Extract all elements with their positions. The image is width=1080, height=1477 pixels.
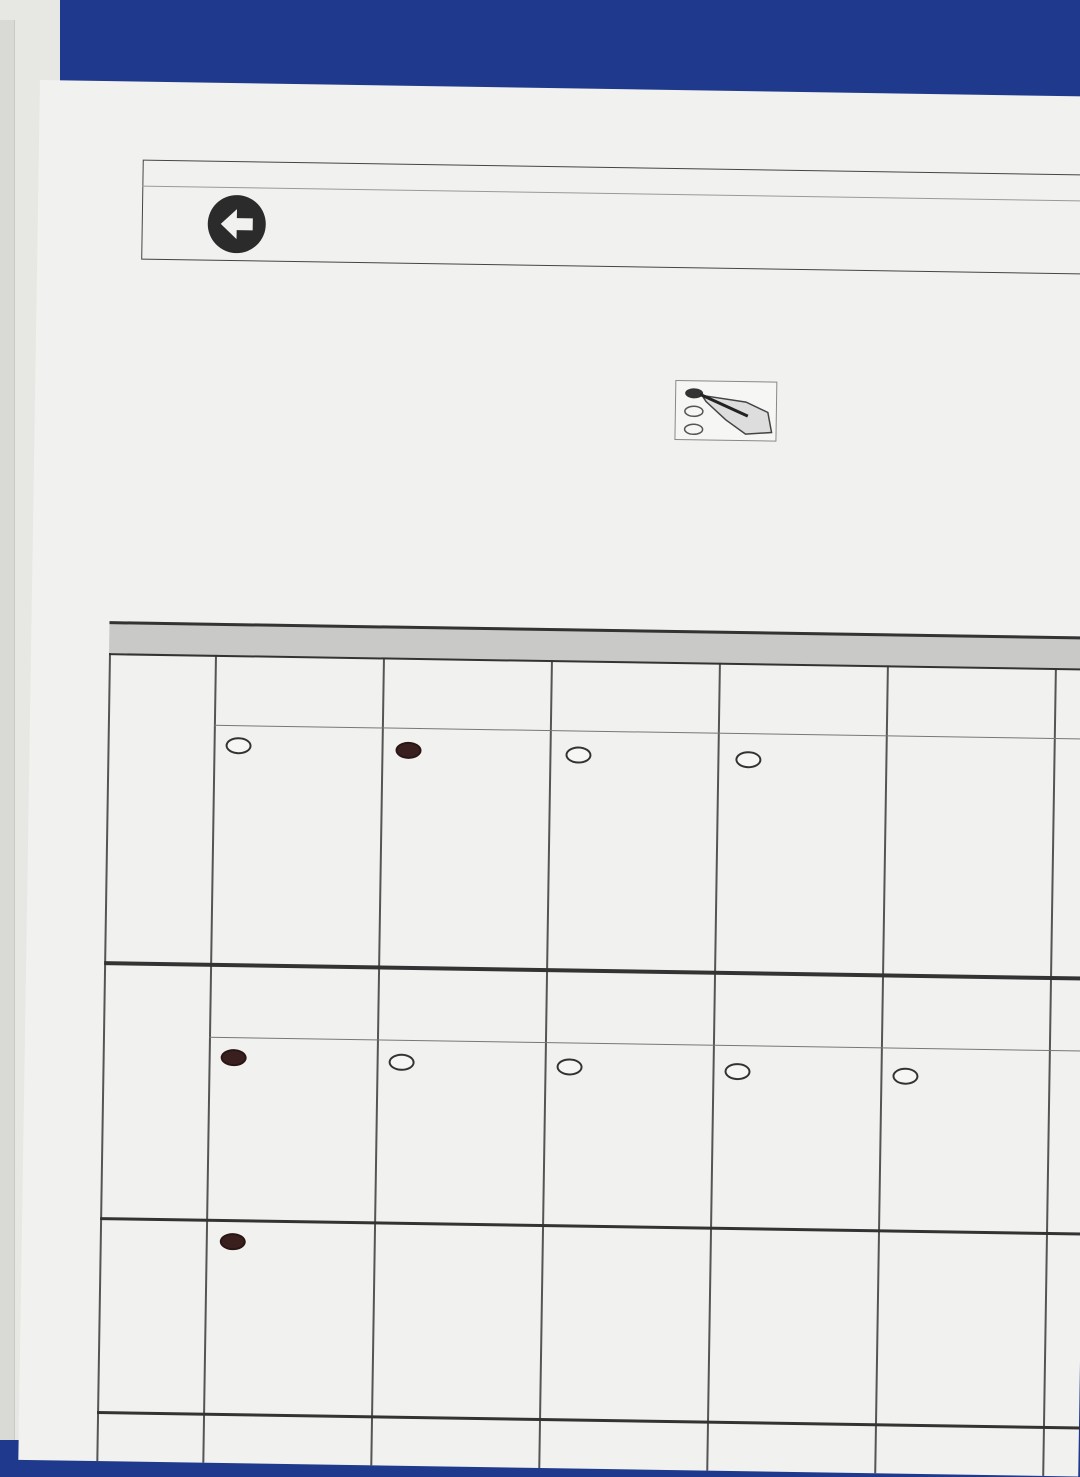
vote-oval-marked[interactable] xyxy=(395,742,421,759)
contest-label-president xyxy=(112,699,212,711)
contest-divider xyxy=(97,1411,1080,1430)
left-timing-marks xyxy=(40,80,1080,97)
vote-oval-marked[interactable] xyxy=(221,1049,247,1066)
vote-oval[interactable] xyxy=(556,1058,582,1075)
contest-label-justices xyxy=(75,1261,201,1277)
ballot-sheet xyxy=(18,80,1080,1476)
section-band xyxy=(109,621,1080,670)
left-arrow-icon xyxy=(207,195,266,254)
vote-oval[interactable] xyxy=(225,737,251,754)
candidate-cell[interactable] xyxy=(214,729,380,964)
candidate-cell[interactable] xyxy=(718,737,884,972)
top-timing-marks xyxy=(40,80,1080,97)
vote-oval-marked[interactable] xyxy=(220,1233,246,1250)
vote-oval[interactable] xyxy=(735,751,761,768)
hand-marking-oval-icon xyxy=(674,380,777,442)
candidate-cell[interactable] xyxy=(546,1050,711,1225)
vote-oval[interactable] xyxy=(565,746,591,763)
left-page-binding xyxy=(0,20,15,1440)
header-frame xyxy=(141,160,1080,276)
candidate-cell[interactable] xyxy=(382,732,548,967)
candidate-cell[interactable] xyxy=(207,1225,372,1414)
candidate-cell[interactable] xyxy=(210,1041,375,1220)
contest-label-senate xyxy=(93,1027,205,1041)
candidate-cell[interactable] xyxy=(714,1055,879,1228)
vote-oval[interactable] xyxy=(724,1063,750,1080)
vote-oval[interactable] xyxy=(388,1054,414,1071)
candidate-cell[interactable] xyxy=(550,734,716,969)
grid-line xyxy=(96,653,111,1461)
candidate-cell[interactable] xyxy=(882,1059,1047,1230)
vote-oval[interactable] xyxy=(892,1068,918,1085)
candidate-cell[interactable] xyxy=(378,1045,543,1222)
